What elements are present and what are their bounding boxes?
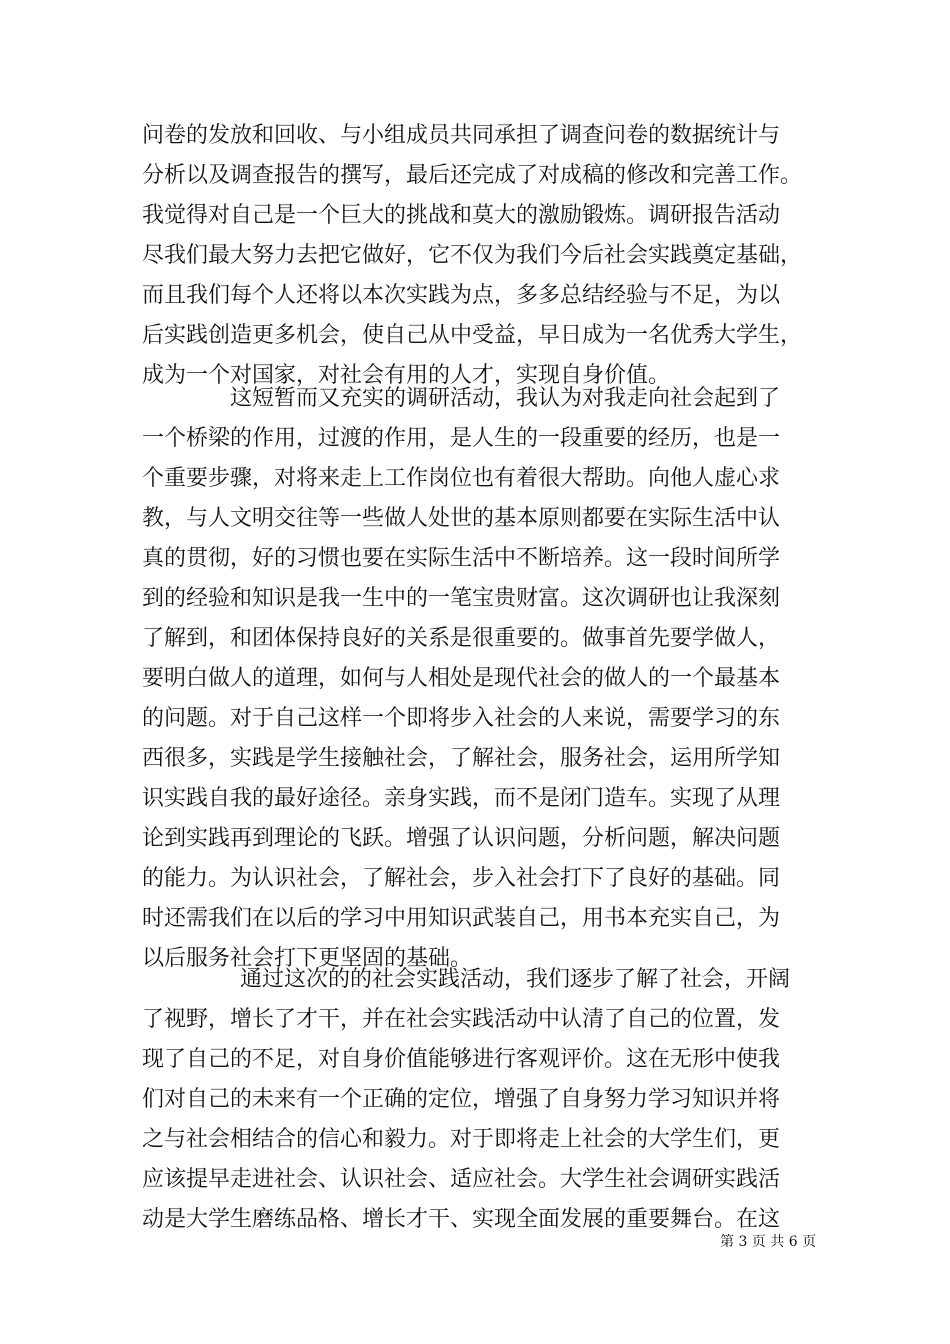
text-line: 分析以及调查报告的撰写，最后还完成了对成稿的修改和完善工作。 bbox=[142, 163, 803, 188]
text-line: 教，与人文明交往等一些做人处世的基本原则都要在实际生活中认 bbox=[142, 506, 781, 531]
text-line: 后实践创造更多机会，使自己从中受益，早日成为一名优秀大学生， bbox=[142, 323, 803, 348]
page-number-footer: 第 3 页 共 6 页 bbox=[720, 1234, 817, 1250]
text-line: 识实践自我的最好途径。亲身实践，而不是闭门造车。实现了从理 bbox=[142, 786, 781, 811]
text-line: 了解到，和团体保持良好的关系是很重要的。做事首先要学做人， bbox=[142, 626, 781, 651]
text-line: 论到实践再到理论的飞跃。增强了认识问题，分析问题，解决问题 bbox=[142, 826, 781, 851]
text-line: 西很多，实践是学生接触社会，了解社会，服务社会，运用所学知 bbox=[142, 746, 781, 771]
text-line: 到的经验和知识是我一生中的一笔宝贵财富。这次调研也让我深刻 bbox=[142, 586, 781, 611]
text-line: 们对自己的未来有一个正确的定位，增强了自身努力学习知识并将 bbox=[142, 1087, 781, 1112]
text-line: 的能力。为认识社会，了解社会，步入社会打下了良好的基础。同 bbox=[142, 866, 781, 891]
text-line: 成为一个对国家，对社会有用的人才，实现自身价值。 bbox=[142, 363, 671, 388]
text-line: 而且我们每个人还将以本次实践为点，多多总结经验与不足，为以 bbox=[142, 283, 781, 308]
text-line: 问卷的发放和回收、与小组成员共同承担了调查问卷的数据统计与 bbox=[142, 123, 781, 148]
text-line: 时还需我们在以后的学习中用知识武装自己，用书本充实自己，为 bbox=[142, 906, 781, 931]
text-line: 现了自己的不足，对自身价值能够进行客观评价。这在无形中使我 bbox=[142, 1047, 781, 1072]
text-line: 尽我们最大努力去把它做好，它不仅为我们今后社会实践奠定基础， bbox=[142, 243, 803, 268]
text-line: 真的贯彻，好的习惯也要在实际生活中不断培养。这一段时间所学 bbox=[142, 546, 781, 571]
text-line: 个重要步骤，对将来走上工作岗位也有着很大帮助。向他人虚心求 bbox=[142, 466, 781, 491]
text-line: 以后服务社会打下更坚固的基础。 bbox=[142, 946, 473, 971]
text-line: 的问题。对于自己这样一个即将步入社会的人来说，需要学习的东 bbox=[142, 706, 781, 731]
text-line: 要明白做人的道理，如何与人相处是现代社会的做人的一个最基本 bbox=[142, 666, 781, 691]
text-line: 了视野，增长了才干，并在社会实践活动中认清了自己的位置，发 bbox=[142, 1007, 781, 1032]
text-line: 我觉得对自己是一个巨大的挑战和莫大的激励锻炼。调研报告活动 bbox=[142, 203, 781, 228]
text-line: 一个桥梁的作用，过渡的作用，是人生的一段重要的经历，也是一 bbox=[142, 426, 781, 451]
text-line: 应该提早走进社会、认识社会、适应社会。大学生社会调研实践活 bbox=[142, 1167, 781, 1192]
text-line: 之与社会相结合的信心和毅力。对于即将走上社会的大学生们，更 bbox=[142, 1127, 781, 1152]
text-line: 动是大学生磨练品格、增长才干、实现全面发展的重要舞台。在这 bbox=[142, 1207, 781, 1232]
text-line: 通过这次的的社会实践活动，我们逐步了解了社会，开阔 bbox=[240, 967, 791, 992]
text-line: 这短暂而又充实的调研活动，我认为对我走向社会起到了 bbox=[230, 386, 781, 411]
